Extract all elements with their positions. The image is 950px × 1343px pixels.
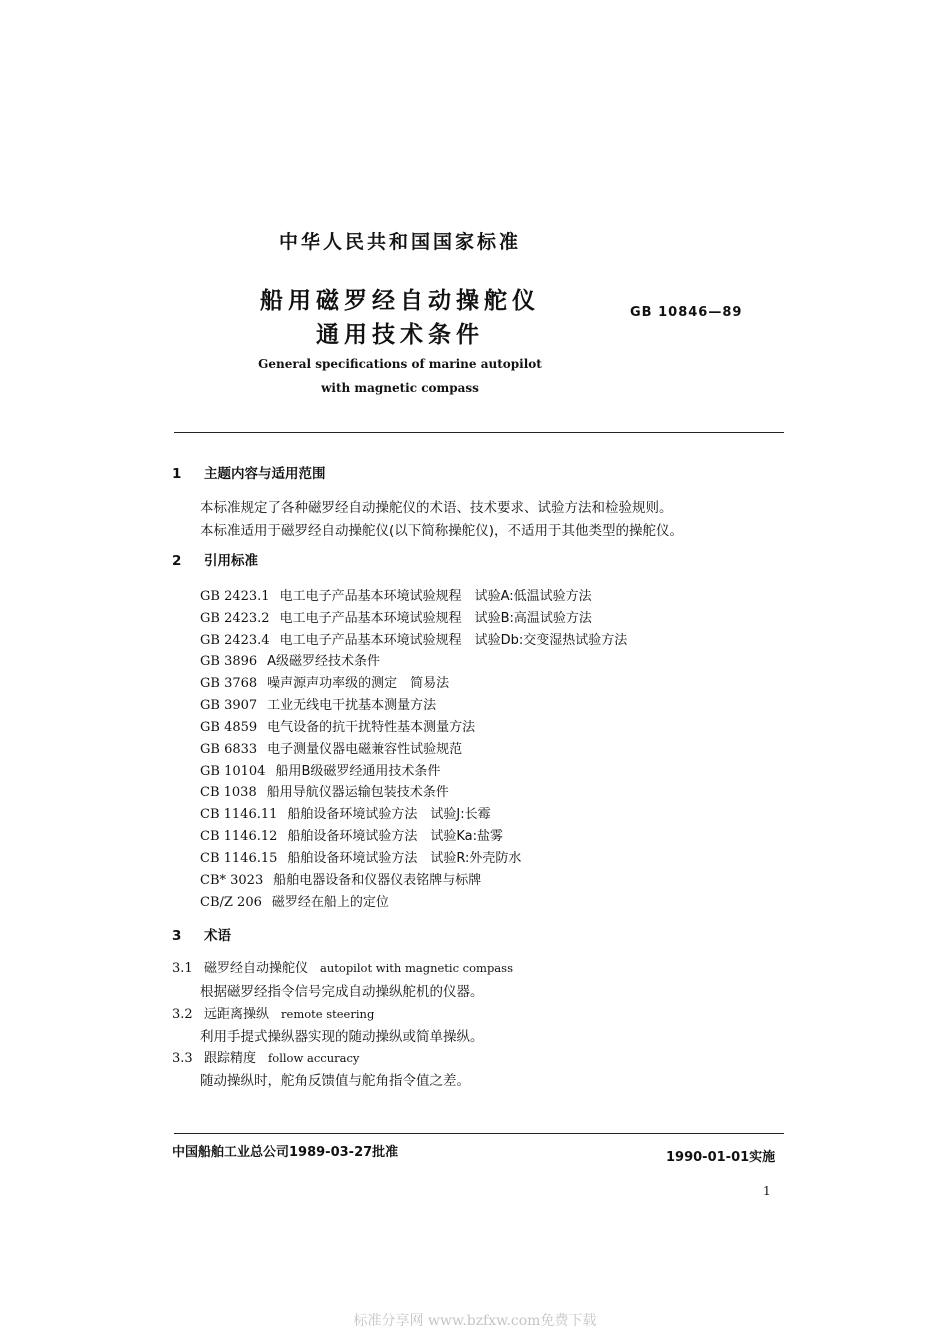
standard-number: GB 10846—89 <box>630 305 743 320</box>
reference-title: 船舶设备环境试验方法 试验Ka:盐雾 <box>287 829 504 844</box>
footer-divider <box>174 1133 784 1134</box>
paragraph: 本标准适用于磁罗经自动操舵仪(以下简称操舵仪)，不适用于其他类型的操舵仪。 <box>200 523 684 539</box>
approval-line: 中国船舶工业总公司1989-03-27批准 <box>172 1145 399 1160</box>
reference-code: GB 2423.1 <box>200 589 270 604</box>
term-item <box>172 1047 359 1066</box>
reference-code: GB 4859 <box>200 720 258 735</box>
term-item <box>172 957 513 976</box>
section-number: 1 <box>172 466 182 482</box>
term-number: 3.1 <box>172 961 193 976</box>
english-title-line-2: with magnetic compass <box>321 381 479 395</box>
section-title: 主题内容与适用范围 <box>204 466 326 482</box>
section-title: 术语 <box>204 928 231 944</box>
reference-title: 船用导航仪器运输包装技术条件 <box>266 785 449 800</box>
term-en: follow accuracy <box>268 1051 360 1065</box>
english-title-line-1: General specifications of marine autopilot <box>258 357 542 371</box>
reference-item <box>200 607 592 626</box>
reference-item <box>200 803 491 822</box>
reference-code: CB* 3023 <box>200 873 264 888</box>
reference-code: CB 1146.11 <box>200 807 278 822</box>
reference-title: 电工电子产品基本环境试验规程 试验Db:交变湿热试验方法 <box>279 633 628 648</box>
reference-title: 噪声源声功率级的测定 简易法 <box>267 676 450 691</box>
reference-item <box>200 585 592 604</box>
reference-item <box>200 760 440 779</box>
term-zh: 磁罗经自动操舵仪 <box>204 961 309 976</box>
term-en: remote steering <box>281 1007 375 1021</box>
section-1-heading <box>172 462 326 482</box>
header-divider <box>174 432 784 433</box>
reference-title: 船舶设备环境试验方法 试验J:长霉 <box>287 807 491 822</box>
reference-title: 船舶设备环境试验方法 试验R:外壳防水 <box>287 851 522 866</box>
reference-code: GB 6833 <box>200 742 258 757</box>
page-number: 1 <box>763 1184 771 1198</box>
reference-code: GB 10104 <box>200 764 266 779</box>
standard-title-line-1: 船用磁罗经自动操舵仪 <box>260 288 540 314</box>
section-number: 2 <box>172 553 182 569</box>
reference-code: CB 1038 <box>200 785 257 800</box>
section-3-heading <box>172 924 231 944</box>
reference-item <box>200 781 449 800</box>
reference-title: 电工电子产品基本环境试验规程 试验B:高温试验方法 <box>279 611 592 626</box>
reference-code: GB 2423.2 <box>200 611 270 626</box>
reference-code: GB 3907 <box>200 698 258 713</box>
reference-title: A级磁罗经技术条件 <box>267 654 381 669</box>
section-2-heading <box>172 549 258 569</box>
reference-title: 船用B级磁罗经通用技术条件 <box>275 764 441 779</box>
standard-title-line-2: 通用技术条件 <box>316 322 484 348</box>
term-number: 3.2 <box>172 1007 193 1022</box>
watermark: 标准分享网 www.bzfxw.com免费下载 <box>353 1313 597 1329</box>
term-item <box>172 1003 374 1022</box>
reference-title: 工业无线电干扰基本测量方法 <box>267 698 437 713</box>
term-zh: 远距离操纵 <box>204 1007 270 1022</box>
reference-item <box>200 629 627 648</box>
term-zh: 跟踪精度 <box>204 1051 257 1066</box>
term-en: autopilot with magnetic compass <box>320 961 513 975</box>
reference-title: 电工电子产品基本环境试验规程 试验A:低温试验方法 <box>279 589 592 604</box>
reference-title: 电子测量仪器电磁兼容性试验规范 <box>267 742 463 757</box>
reference-code: CB 1146.12 <box>200 829 278 844</box>
section-title: 引用标准 <box>204 553 258 569</box>
reference-title: 电气设备的抗干扰特性基本测量方法 <box>267 720 476 735</box>
reference-item <box>200 891 389 910</box>
issuing-header: 中华人民共和国国家标准 <box>278 231 521 253</box>
reference-title: 船舶电器设备和仪器仪表铭牌与标牌 <box>273 873 482 888</box>
section-number: 3 <box>172 928 182 944</box>
reference-code: CB/Z 206 <box>200 895 262 910</box>
reference-code: GB 3896 <box>200 654 258 669</box>
reference-item <box>200 694 436 713</box>
term-definition: 随动操纵时，舵角反馈值与舵角指令值之差。 <box>200 1073 470 1089</box>
reference-item <box>200 869 481 888</box>
reference-code: GB 2423.4 <box>200 633 270 648</box>
reference-item <box>200 716 475 735</box>
reference-item <box>200 738 462 757</box>
implementation-date: 1990-01-01实施 <box>666 1150 776 1165</box>
term-definition: 利用手提式操纵器实现的随动操纵或简单操纵。 <box>200 1029 484 1045</box>
term-definition: 根据磁罗经指令信号完成自动操纵舵机的仪器。 <box>200 984 484 1000</box>
reference-title: 磁罗经在船上的定位 <box>271 895 389 910</box>
term-number: 3.3 <box>172 1051 193 1066</box>
reference-item <box>200 825 503 844</box>
reference-item <box>200 650 380 669</box>
reference-item <box>200 847 521 866</box>
reference-item <box>200 672 449 691</box>
paragraph: 本标准规定了各种磁罗经自动操舵仪的术语、技术要求、试验方法和检验规则。 <box>200 500 673 516</box>
reference-code: CB 1146.15 <box>200 851 278 866</box>
reference-code: GB 3768 <box>200 676 258 691</box>
